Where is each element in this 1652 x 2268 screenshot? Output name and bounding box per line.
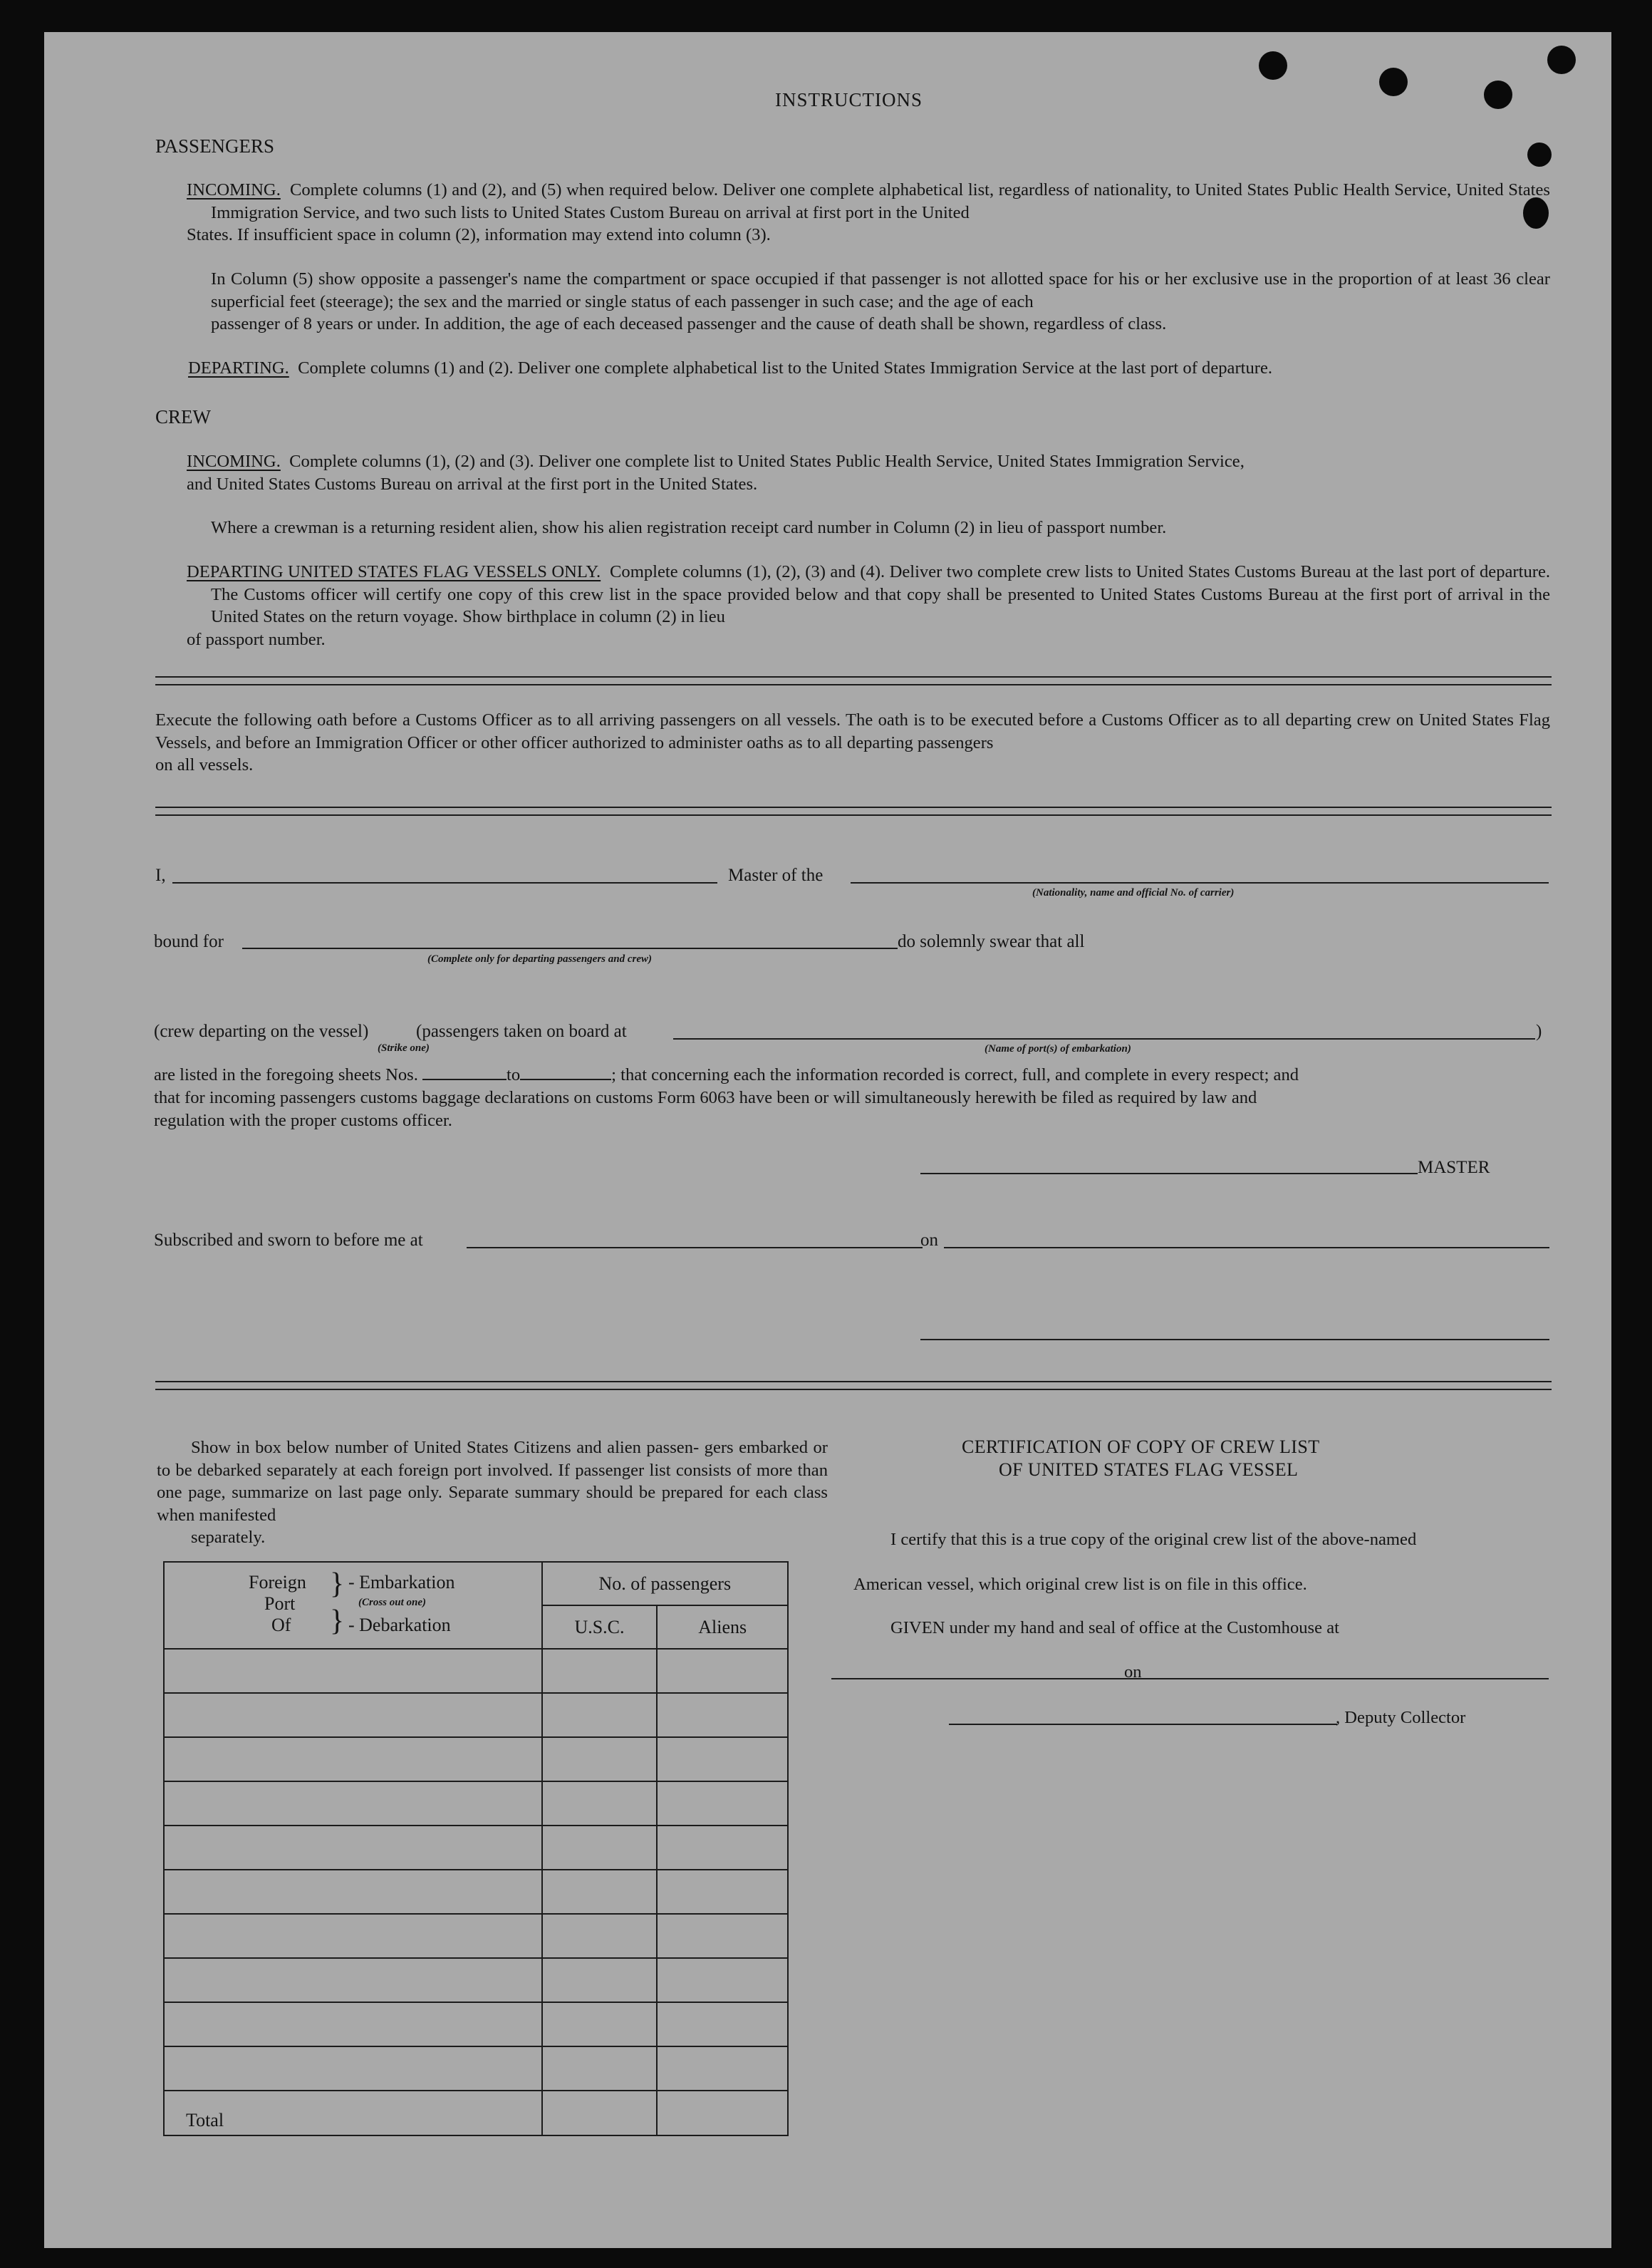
punch-hole — [1484, 81, 1512, 109]
aliens-cell[interactable] — [657, 1781, 788, 1826]
usc-cell[interactable] — [542, 1781, 658, 1826]
usc-cell[interactable] — [542, 2046, 658, 2091]
crew-incoming-line: and United States Customs Bureau on arrival at the first port in the United States. — [187, 474, 758, 494]
oath-i: I, — [155, 866, 166, 885]
certification-on-label: on — [1124, 1662, 1142, 1682]
double-divider — [155, 807, 1552, 816]
oath-intro-line: on all vessels. — [155, 755, 254, 775]
column5-line: In Column (5) show opposite a passenger's name the compartment or space occupied if that passenger is not allotted space for his or her exclusive use in — [211, 269, 1306, 289]
summary-intro-line: If passenger list consists of more than one page, summarize on last page — [157, 1460, 828, 1502]
punch-hole — [1547, 46, 1576, 74]
oath-intro-line: Execute the following oath before a Customs Officer as to all arriving passengers on all vessels. The oath is to be executed before a Customs Officer as to all — [155, 710, 1280, 730]
passengers-heading: PASSENGERS — [155, 135, 275, 157]
aliens-cell[interactable] — [657, 1693, 788, 1737]
passengers-departing-text: Complete columns (1) and (2). Deliver one complete alphabetical list to the United States Immigration Service at the last port of departure. — [298, 358, 1273, 378]
aliens-cell[interactable] — [657, 1649, 788, 1693]
port-cell[interactable] — [164, 1781, 542, 1826]
passengers-incoming-line: States. If insufficient space in column (2), information may extend into column (3). — [187, 225, 771, 244]
port-cell[interactable] — [164, 1914, 542, 1958]
bound-for-note: (Complete only for departing passengers and crew) — [427, 953, 652, 965]
port-cell[interactable] — [164, 1870, 542, 1914]
passengers-departing-label: DEPARTING. — [188, 358, 289, 378]
sworn-place-field[interactable] — [467, 1247, 923, 1248]
no-passengers-header: No. of passengers — [542, 1562, 788, 1605]
given-text: GIVEN under my hand and seal of office at the Customhouse at — [890, 1618, 1339, 1637]
total-usc-cell[interactable] — [542, 2091, 658, 2135]
summary-row — [164, 1781, 788, 1826]
certify-text: I certify that this is a true copy of the original crew list of the above-named — [890, 1530, 1417, 1549]
listed-line — [154, 1064, 1299, 1086]
double-divider — [155, 676, 1552, 685]
summary-intro-line: gers embarked or to be debarked separately at each foreign port involved. — [157, 1438, 828, 1480]
crew-departing-label: DEPARTING UNITED STATES FLAG VESSELS ONLY. — [187, 562, 601, 581]
usc-header: U.S.C. — [542, 1605, 658, 1649]
summary-row — [164, 2046, 788, 2091]
port-cell[interactable] — [164, 1693, 542, 1737]
usc-cell[interactable] — [542, 1958, 658, 2002]
sworn-on-label: on — [920, 1231, 938, 1250]
master-signature-field[interactable] — [920, 1173, 1418, 1174]
deputy-collector-label: , Deputy Collector — [1336, 1708, 1466, 1727]
crew-incoming-paragraph — [187, 450, 1550, 495]
strike-note: (Strike one) — [378, 1042, 430, 1054]
passengers-departing-line — [188, 357, 1272, 379]
port-cell[interactable] — [164, 1737, 542, 1781]
summary-row — [164, 1914, 788, 1958]
crew-incoming-line: Complete columns (1), (2) and (3). Deliver one complete list to United States Public Health Service, United States Immigration Service, — [289, 452, 1245, 471]
port-cell[interactable] — [164, 1958, 542, 2002]
summary-intro-line: only. Separate summary should be prepared for each class when manifested — [157, 1483, 828, 1525]
summary-row — [164, 1958, 788, 2002]
cross-out-note: (Cross out one) — [358, 1597, 427, 1608]
usc-cell[interactable] — [542, 2002, 658, 2046]
aliens-cell[interactable] — [657, 1870, 788, 1914]
port-cell[interactable] — [164, 1649, 542, 1693]
usc-cell[interactable] — [542, 1870, 658, 1914]
aliens-header: Aliens — [657, 1605, 788, 1649]
passengers-incoming-line: States Public Health Service, United States Immigration Service, and two such lists to United States Custom Bureau on arrival at first port in the United — [211, 180, 1550, 222]
resident-alien-text: Where a crewman is a returning resident alien, show his alien registration receipt card number in Column (2) in lieu of passport number. — [211, 518, 1167, 537]
summary-row — [164, 1649, 788, 1693]
usc-cell[interactable] — [542, 1737, 658, 1781]
brace-icon: } — [330, 1568, 345, 1600]
master-name-field[interactable] — [172, 882, 717, 884]
document-sheet — [44, 32, 1611, 2248]
official-signature-field[interactable] — [920, 1339, 1549, 1340]
usc-cell[interactable] — [542, 1914, 658, 1958]
listed-suffix: ; that concerning each the information recorded is correct, full, and complete in every respect; and — [611, 1065, 1299, 1084]
listed-paragraph — [154, 1087, 1550, 1132]
customhouse-field[interactable] — [831, 1678, 1170, 1679]
listed-line: that for incoming passengers customs baggage declarations on customs Form 6063 have been or will simultaneously herewith be filed as required by law and — [154, 1088, 1257, 1107]
debarkation-label: - Debarkation — [348, 1615, 451, 1635]
port-label: Port — [264, 1593, 296, 1614]
passengers-incoming-label: INCOMING. — [187, 180, 281, 200]
usc-cell[interactable] — [542, 1826, 658, 1870]
summary-rows — [164, 1649, 788, 2091]
aliens-cell[interactable] — [657, 1826, 788, 1870]
american-vessel-text: American vessel, which original crew list is on file in this office. — [853, 1575, 1307, 1594]
bound-for-field[interactable] — [242, 948, 898, 949]
passengers-incoming-paragraph — [187, 179, 1550, 247]
summary-row — [164, 1870, 788, 1914]
brace-icon: } — [330, 1605, 345, 1637]
certification-date-field[interactable] — [1143, 1678, 1549, 1679]
column5-line: passenger of 8 years or under. In addition, the age of each deceased passenger and the cause of death shall be shown, regardless of class. — [211, 314, 1167, 333]
oath-intro-paragraph — [155, 709, 1550, 777]
usc-cell[interactable] — [542, 1693, 658, 1737]
punch-hole — [1379, 68, 1408, 96]
crew-departing-line: Complete columns (1), (2), (3) and (4). Deliver two complete crew lists to United States — [610, 562, 1230, 581]
port-cell[interactable] — [164, 2046, 542, 2091]
carrier-note: (Nationality, name and official No. of carrier) — [1032, 887, 1235, 899]
aliens-cell[interactable] — [657, 1914, 788, 1958]
column5-paragraph — [211, 268, 1550, 336]
certification-title-1: CERTIFICATION OF COPY OF CREW LIST — [962, 1436, 1320, 1457]
crew-departing-line: Customs Bureau at the last port of departure. The Customs officer will certify one copy of this crew list in the space provided below and that copy shall be — [211, 562, 1551, 604]
aliens-cell[interactable] — [657, 1737, 788, 1781]
aliens-cell[interactable] — [657, 1958, 788, 2002]
summary-row — [164, 1737, 788, 1781]
close-paren: ) — [1536, 1022, 1542, 1041]
aliens-cell[interactable] — [657, 2002, 788, 2046]
punch-hole — [1259, 51, 1287, 80]
certification-title-2: OF UNITED STATES FLAG VESSEL — [999, 1459, 1299, 1480]
sworn-date-field[interactable] — [944, 1247, 1549, 1248]
crew-departing-paragraph — [187, 561, 1551, 651]
punch-hole — [1527, 143, 1552, 167]
summary-row — [164, 1826, 788, 1870]
crew-departing-line: of passport number. — [187, 629, 326, 649]
sheet-to-field[interactable] — [520, 1065, 611, 1080]
summary-intro-line: Show in box below number of United States Citizens and alien passen- — [191, 1438, 700, 1457]
foreign-port-header — [164, 1562, 542, 1649]
passengers-taken-option: (passengers taken on board at — [416, 1022, 627, 1041]
listed-line: regulation with the proper customs officer. — [154, 1110, 452, 1130]
embarkation-port-field[interactable] — [673, 1038, 1535, 1040]
listed-to: to — [506, 1065, 521, 1084]
port-cell[interactable] — [164, 1826, 542, 1870]
port-cell[interactable] — [164, 2002, 542, 2046]
oath-intro-line: departing crew on United States Flag Vessels, and before an Immigration Officer or other officer authorized to administer oaths as to all departing passengers — [155, 710, 1551, 752]
column5-line: the proportion of at least 36 clear superficial feet (steerage); the sex and the married or single status of each passenger in such case; and the age of each — [211, 269, 1550, 311]
summary-intro-line: separately. — [191, 1528, 266, 1547]
summary-row — [164, 2002, 788, 2046]
bound-for-label: bound for — [154, 932, 224, 951]
sheet-from-field[interactable] — [422, 1065, 506, 1080]
summary-intro-paragraph — [157, 1436, 828, 1549]
listed-prefix: are listed in the foregoing sheets Nos. — [154, 1065, 418, 1084]
of-label: Of — [271, 1615, 291, 1635]
crew-incoming-label: INCOMING. — [187, 452, 281, 471]
deputy-signature-field[interactable] — [949, 1724, 1337, 1725]
crew-departing-option: (crew departing on the vessel) — [154, 1022, 369, 1041]
summary-row — [164, 1693, 788, 1737]
page-title: INSTRUCTIONS — [775, 89, 923, 110]
total-label: Total — [164, 2091, 542, 2135]
master-of-label: Master of the — [728, 866, 824, 885]
subscribed-label: Subscribed and sworn to before me at — [154, 1231, 423, 1250]
total-aliens-cell[interactable] — [657, 2091, 788, 2135]
crew-departing-line: presented to United States Customs Bureau at the first port of arrival in the United States on the return voyage. Show birthplace in column (2) in lieu — [211, 584, 1550, 626]
foreign-label: Foreign — [249, 1572, 306, 1593]
usc-cell[interactable] — [542, 1649, 658, 1693]
carrier-field[interactable] — [851, 882, 1549, 884]
passengers-incoming-line: Complete columns (1) and (2), and (5) when required below. Deliver one complete alphabetical list, regardless of nationality, to United — [289, 180, 1242, 200]
embarkation-label: - Embarkation — [348, 1572, 455, 1593]
crew-heading: CREW — [155, 406, 211, 428]
port-note: (Name of port(s) of embarkation) — [985, 1043, 1131, 1055]
double-divider — [155, 1381, 1552, 1390]
passenger-summary-table — [163, 1561, 789, 2136]
aliens-cell[interactable] — [657, 2046, 788, 2091]
swear-text: do solemnly swear that all — [898, 932, 1085, 951]
master-label: MASTER — [1418, 1158, 1490, 1177]
